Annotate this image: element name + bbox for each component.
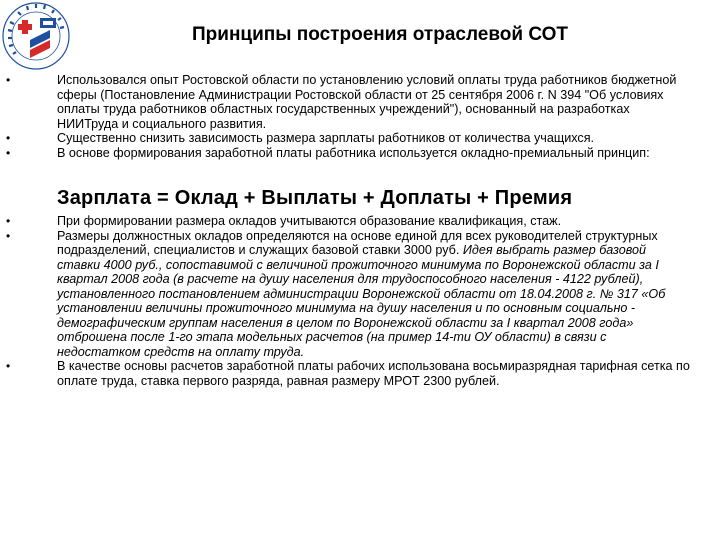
bullet-icon: • <box>6 359 11 373</box>
item-text: При формировании размера окладов учитываются образование квалификация, стаж. <box>57 214 562 228</box>
item-text: Размеры должностных окладов определяются на основе единой для всех руководителей структурных подразделений, специалистов и служащих базовой ставки 3000 руб. <box>57 228 658 257</box>
list-item <box>0 214 720 229</box>
bullet-icon: • <box>6 73 11 87</box>
bullet-icon: • <box>6 214 11 228</box>
item-text-italic: Идея выбрать размер базовой ставки 4000 руб., сопоставимой с величиной прожиточного минимума по Воронежской области за I квартал 2008 года (в расчете на душу населения для трудоспособного населения - 4122 рублей), установленного постановлением администрации Воронежской области от 18.04.2008 г. № 317 «Об установлении величины прожиточного минимума на душу населения и по основным социально - демографическим группам населения в целом по Воронежской области за I квартал 2008 года» отброшена после 1-го этапа модельных расчетов (на пример 14-ти ОУ области) в связи с недостатком средств на оплату труда. <box>57 243 666 359</box>
top-bullet-list <box>0 73 720 160</box>
item-text: Существенно снизить зависимость размера зарплаты работников от количества учащихся. <box>57 131 595 145</box>
bottom-bullet-list <box>0 214 720 388</box>
list-item <box>0 146 720 161</box>
list-item <box>0 131 720 146</box>
bullet-icon: • <box>6 145 11 160</box>
slide-title: Принципы построения отраслевой СОТ <box>192 24 568 45</box>
list-item <box>0 73 720 131</box>
salary-formula: Зарплата = Оклад + Выплаты + Доплаты + Премия <box>57 187 573 209</box>
bullet-icon: • <box>6 131 11 145</box>
item-text: В основе формирования заработной платы работника используется окладно-премиальный принцип: <box>57 145 650 160</box>
list-item <box>0 229 720 360</box>
item-text: В качестве основы расчетов заработной платы рабочих использована восьмиразрядная тарифная сетка по оплате труда, ставка первого разряда, равная размеру МРОТ 2300 рублей. <box>57 359 690 388</box>
list-item <box>0 359 720 388</box>
item-text: Использовался опыт Ростовской области по установлению условий оплаты труда работников бюджетной сферы (Постановление Администрации Ростовской области от 25 сентября 2006 г. N 394 "Об условиях оплаты труда работников областных государственных учреждений"), основанный на разработках НИИТруда и социального развития. <box>57 73 677 131</box>
bullet-icon: • <box>6 228 11 243</box>
